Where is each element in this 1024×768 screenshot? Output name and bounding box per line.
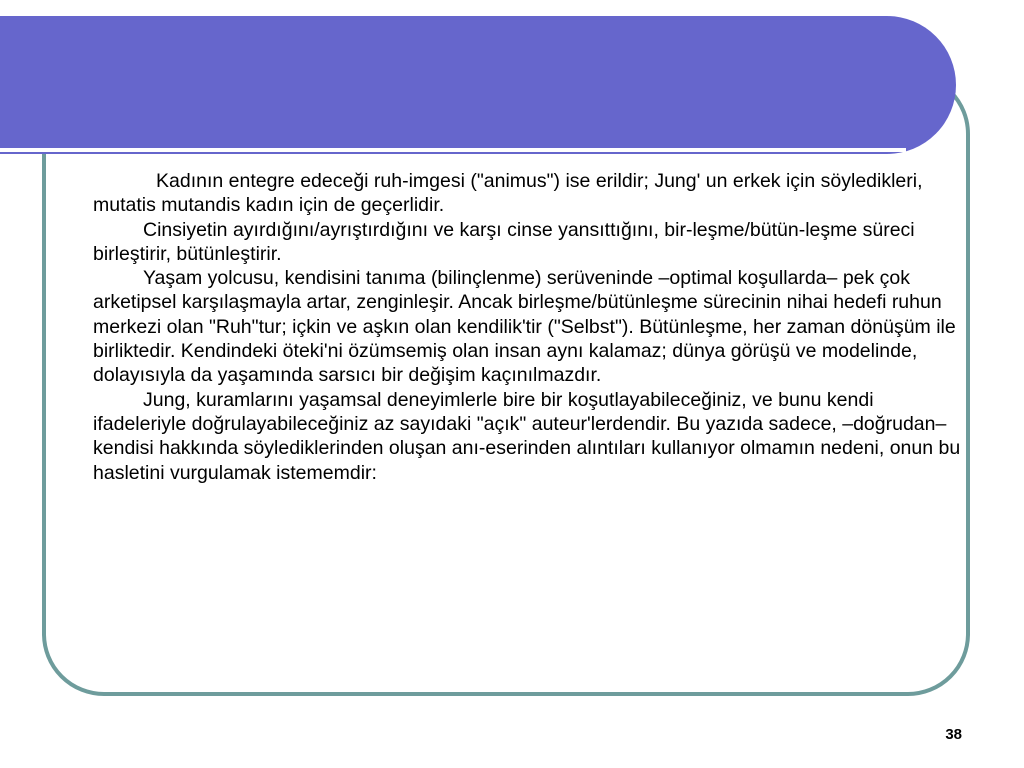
paragraph-animus: Kadının entegre edeceği ruh-imgesi ("animus") ise erildir; Jung' un erkek için söyledikleri, mutatis mutandis kadın için de geçerlidir. (93, 170, 923, 217)
page-number: 38 (945, 726, 962, 743)
paragraph-life-journey: Yaşam yolcusu, kendisini tanıma (bilinçlenme) serüveninde –optimal koşullarda– pek çok arketipsel karşılaşmayla artar, zenginleşir. Ancak birleşme/bütünleşme sürecinin nihai hedefi ruhun merkezi olan "Ruh"tur; içkin ve aşkın olan kendilik'tir ("Selbst"). Bütünleşme, her zaman dönüşüm ile birliktedir. Kendindeki öteki'ni özümsemiş olan insan aynı kalamaz; dünya görüşü ve modelinde, dolayısıyla da yaşamında sarsıcı bir değişim kaçınılmazdır. (93, 267, 956, 387)
body-text (93, 169, 963, 485)
title-bar (0, 16, 956, 154)
paragraph-gender-union: Cinsiyetin ayırdığını/ayrıştırdığını ve karşı cinse yansıttığını, bir-leşme/bütün-leşme süreci birleştirir, bütünleştirir. (93, 218, 915, 265)
paragraph-jung-auteur: Jung, kuramlarını yaşamsal deneyimlerle bire bir koşutlayabileceğiniz, ve bunu kendi ifadeleriyle doğrulayabileceğiniz az sayıdaki "açık" auteur'lerdendir. Bu yazıda sadece, –doğrudan– kendisi hakkında söylediklerinden oluşan anı-eserinden alıntıları kullanıyor olmamın nedeni, onun bu hasletini vurgulamak istememdir: (93, 388, 961, 484)
title-bar-rule (0, 148, 906, 152)
